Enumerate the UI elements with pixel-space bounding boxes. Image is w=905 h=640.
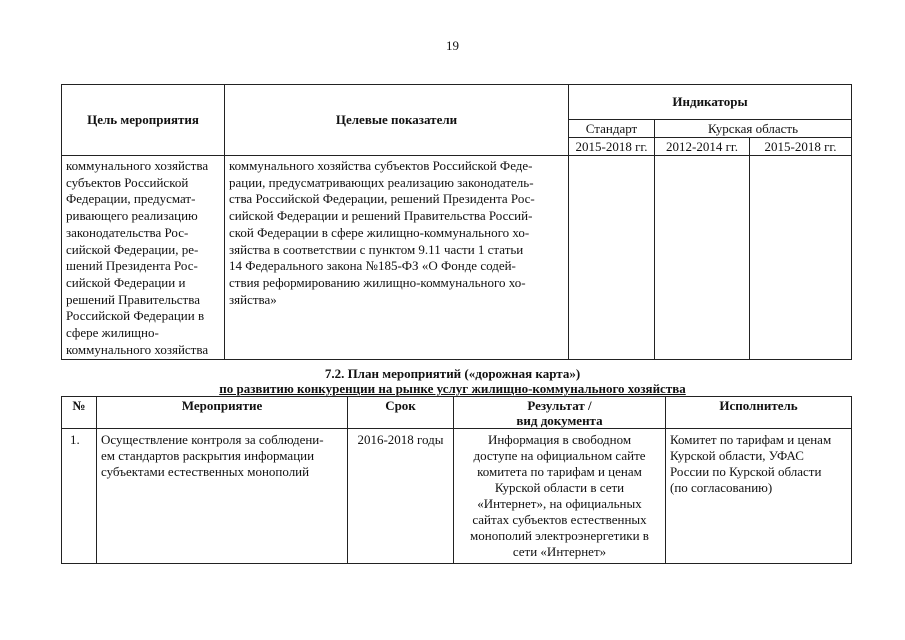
- indicator-period-a-cell: [655, 156, 750, 360]
- goal-line: решений Правительства: [66, 291, 200, 307]
- goal-line: сийской Федерации и: [66, 274, 186, 290]
- target-line: ской Федерации в сфере жилищно-коммунального хо-: [229, 224, 530, 240]
- header-period-b: 2015-2018 гг.: [750, 138, 852, 156]
- header-executor: Исполнитель: [666, 397, 852, 429]
- row-num: 1.: [62, 429, 97, 564]
- header-period-a: 2012-2014 гг.: [655, 138, 750, 156]
- result-line: Информация в свободном: [487, 432, 632, 447]
- row-term: 2016-2018 годы: [348, 429, 454, 564]
- goal-line: субъектов Российской: [66, 174, 189, 190]
- result-line: монополий электроэнергетики в: [470, 528, 649, 543]
- event-line: ем стандартов раскрытия информации: [101, 448, 315, 463]
- header-goal: Цель мероприятия: [62, 85, 225, 156]
- executor-line: Курской области, УФАС: [670, 448, 804, 463]
- header-standard: Стандарт: [569, 120, 655, 138]
- target-line: сийской Федерации и решений Правительства Россий-: [229, 208, 533, 224]
- target-line: зяйства в соответствии с пунктом 9.11 части 1 статьи: [229, 241, 524, 257]
- indicators-table: [61, 84, 852, 360]
- row-result: [454, 429, 666, 564]
- executor-line: России по Курской области: [670, 464, 822, 479]
- section-title-line2: по развитию конкуренции на рынке услуг жилищно-коммунального хозяйства: [219, 381, 686, 396]
- header-result-line2: вид документа: [516, 413, 603, 428]
- header-num: №: [62, 397, 97, 429]
- header-result: [454, 397, 666, 429]
- target-line: зяйства»: [229, 291, 277, 307]
- result-line: Курской области в сети: [494, 480, 625, 495]
- goal-line: Федерации, предусмат-: [66, 191, 196, 207]
- header-term: Срок: [348, 397, 454, 429]
- result-line: «Интернет», на официальных: [477, 496, 642, 511]
- target-line: рации, предусматривающих реализацию законодатель-: [229, 174, 534, 190]
- executor-line: (по согласованию): [670, 480, 773, 495]
- indicator-period-b-cell: [750, 156, 852, 360]
- row-executor: [666, 429, 852, 564]
- target-line: ства Российской Федерации, решений Президента Рос-: [229, 191, 535, 207]
- roadmap-table: [61, 396, 852, 564]
- header-event: Мероприятие: [97, 397, 348, 429]
- goal-line: законодательства Рос-: [66, 224, 189, 240]
- target-line: ствия реформированию жилищно-коммунального хо-: [229, 274, 526, 290]
- goal-line: коммунального хозяйства: [66, 341, 209, 357]
- goal-line: Российской Федерации в: [66, 308, 205, 324]
- header-indicators: Индикаторы: [569, 85, 852, 120]
- event-line: субъектами естественных монополий: [101, 464, 310, 479]
- result-line: комитета по тарифам и ценам: [477, 464, 642, 479]
- page-number: 19: [446, 38, 459, 53]
- goal-line: ривающего реализацию: [66, 208, 198, 224]
- result-line: сети «Интернет»: [512, 544, 607, 559]
- goal-cell: [62, 156, 225, 360]
- section-title: [0, 366, 905, 396]
- goal-line: шений Президента Рос-: [66, 258, 198, 274]
- target-line: коммунального хозяйства субъектов Российской Феде-: [229, 158, 533, 173]
- table-row: [62, 429, 852, 564]
- result-line: доступе на официальном сайте: [473, 448, 646, 463]
- header-period-standard: 2015-2018 гг.: [569, 138, 655, 156]
- header-result-line1: Результат /: [527, 398, 592, 413]
- row-event: [97, 429, 348, 564]
- target-line: 14 Федерального закона №185-ФЗ «О Фонде содей-: [229, 258, 516, 274]
- section-title-line1: 7.2. План мероприятий («дорожная карта»): [324, 366, 581, 381]
- indicator-standard-cell: [569, 156, 655, 360]
- executor-line: Комитет по тарифам и ценам: [670, 432, 832, 447]
- result-line: сайтах субъектов естественных: [472, 512, 647, 527]
- goal-line: коммунального хозяйства: [66, 158, 209, 173]
- event-line: Осуществление контроля за соблюдени-: [101, 432, 324, 447]
- targets-cell: [225, 156, 569, 360]
- goal-line: сийской Федерации, ре-: [66, 241, 199, 257]
- header-targets: Целевые показатели: [225, 85, 569, 156]
- table-row: [62, 156, 852, 360]
- header-kursk: Курская область: [655, 120, 852, 138]
- goal-line: сфере жилищно-: [66, 325, 159, 341]
